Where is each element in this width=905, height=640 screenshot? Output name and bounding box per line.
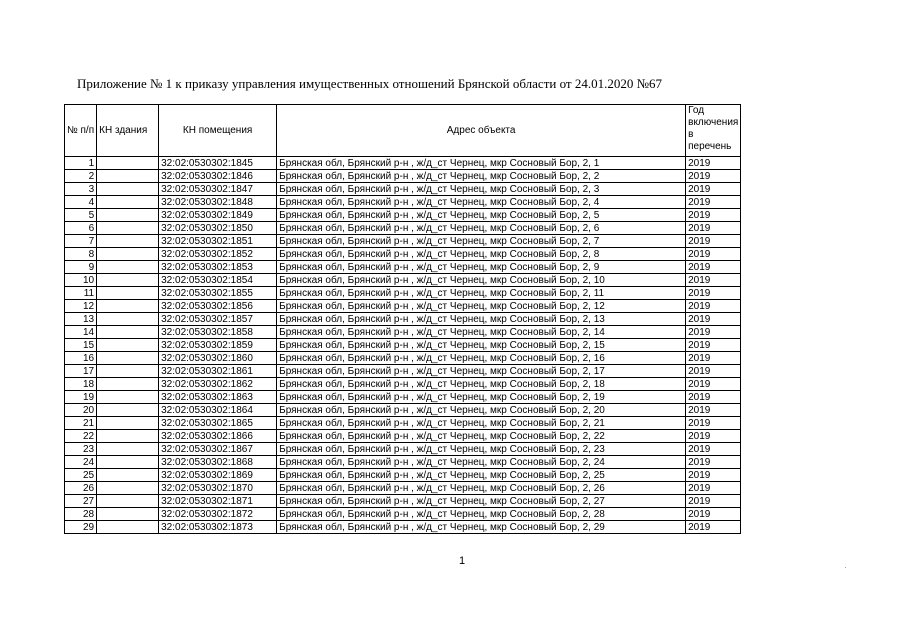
cell-num: 6 <box>65 222 97 235</box>
cell-kn-room: 32:02:0530302:1871 <box>159 495 277 508</box>
cell-kn-building <box>97 274 159 287</box>
cell-kn-room: 32:02:0530302:1848 <box>159 196 277 209</box>
cell-kn-building <box>97 508 159 521</box>
table-row <box>65 274 741 287</box>
table-row <box>65 469 741 482</box>
cell-kn-building <box>97 521 159 534</box>
header-kn-room: КН помещения <box>159 105 277 157</box>
cell-address: Брянская обл, Брянский р-н , ж/д_ст Чернец, мкр Сосновый Бор, 2, 21 <box>277 417 686 430</box>
cell-year: 2019 <box>686 287 741 300</box>
cell-num: 22 <box>65 430 97 443</box>
cell-num: 20 <box>65 404 97 417</box>
table-row <box>65 404 741 417</box>
cell-num: 23 <box>65 443 97 456</box>
cell-kn-building <box>97 443 159 456</box>
table-row <box>65 261 741 274</box>
scan-speck <box>845 567 846 568</box>
table-row <box>65 183 741 196</box>
cell-num: 17 <box>65 365 97 378</box>
cell-year: 2019 <box>686 521 741 534</box>
cell-kn-room: 32:02:0530302:1862 <box>159 378 277 391</box>
table-row <box>65 521 741 534</box>
cell-address: Брянская обл, Брянский р-н , ж/д_ст Чернец, мкр Сосновый Бор, 2, 6 <box>277 222 686 235</box>
table-row <box>65 235 741 248</box>
cell-address: Брянская обл, Брянский р-н , ж/д_ст Чернец, мкр Сосновый Бор, 2, 4 <box>277 196 686 209</box>
cell-num: 12 <box>65 300 97 313</box>
cell-kn-building <box>97 183 159 196</box>
cell-kn-building <box>97 235 159 248</box>
table-row <box>65 365 741 378</box>
cell-kn-room: 32:02:0530302:1870 <box>159 482 277 495</box>
header-kn-building: КН здания <box>97 105 159 157</box>
cell-kn-room: 32:02:0530302:1854 <box>159 274 277 287</box>
cell-year: 2019 <box>686 456 741 469</box>
cell-year: 2019 <box>686 196 741 209</box>
cell-year: 2019 <box>686 170 741 183</box>
table-row <box>65 209 741 222</box>
cell-kn-room: 32:02:0530302:1858 <box>159 326 277 339</box>
cell-num: 26 <box>65 482 97 495</box>
cell-kn-room: 32:02:0530302:1867 <box>159 443 277 456</box>
cell-kn-building <box>97 287 159 300</box>
cell-kn-building <box>97 456 159 469</box>
cell-kn-building <box>97 313 159 326</box>
cell-year: 2019 <box>686 404 741 417</box>
cell-num: 16 <box>65 352 97 365</box>
cell-num: 29 <box>65 521 97 534</box>
cell-kn-building <box>97 430 159 443</box>
cell-address: Брянская обл, Брянский р-н , ж/д_ст Чернец, мкр Сосновый Бор, 2, 1 <box>277 157 686 170</box>
table-row <box>65 456 741 469</box>
cell-num: 11 <box>65 287 97 300</box>
table-row <box>65 352 741 365</box>
cell-num: 15 <box>65 339 97 352</box>
cell-year: 2019 <box>686 235 741 248</box>
cell-num: 28 <box>65 508 97 521</box>
cell-num: 9 <box>65 261 97 274</box>
cell-address: Брянская обл, Брянский р-н , ж/д_ст Чернец, мкр Сосновый Бор, 2, 3 <box>277 183 686 196</box>
cell-address: Брянская обл, Брянский р-н , ж/д_ст Чернец, мкр Сосновый Бор, 2, 25 <box>277 469 686 482</box>
table-row <box>65 196 741 209</box>
cell-address: Брянская обл, Брянский р-н , ж/д_ст Чернец, мкр Сосновый Бор, 2, 16 <box>277 352 686 365</box>
table-row <box>65 508 741 521</box>
cell-address: Брянская обл, Брянский р-н , ж/д_ст Чернец, мкр Сосновый Бор, 2, 19 <box>277 391 686 404</box>
table-row <box>65 287 741 300</box>
cell-kn-room: 32:02:0530302:1846 <box>159 170 277 183</box>
cell-kn-room: 32:02:0530302:1847 <box>159 183 277 196</box>
cell-kn-room: 32:02:0530302:1850 <box>159 222 277 235</box>
cell-num: 2 <box>65 170 97 183</box>
cell-address: Брянская обл, Брянский р-н , ж/д_ст Чернец, мкр Сосновый Бор, 2, 9 <box>277 261 686 274</box>
cell-num: 13 <box>65 313 97 326</box>
cell-year: 2019 <box>686 222 741 235</box>
cell-kn-building <box>97 170 159 183</box>
cell-kn-building <box>97 365 159 378</box>
cell-num: 7 <box>65 235 97 248</box>
cell-num: 4 <box>65 196 97 209</box>
cell-kn-room: 32:02:0530302:1863 <box>159 391 277 404</box>
cell-num: 5 <box>65 209 97 222</box>
cell-address: Брянская обл, Брянский р-н , ж/д_ст Чернец, мкр Сосновый Бор, 2, 5 <box>277 209 686 222</box>
cell-kn-room: 32:02:0530302:1851 <box>159 235 277 248</box>
cell-address: Брянская обл, Брянский р-н , ж/д_ст Чернец, мкр Сосновый Бор, 2, 17 <box>277 365 686 378</box>
table-row <box>65 313 741 326</box>
cell-address: Брянская обл, Брянский р-н , ж/д_ст Чернец, мкр Сосновый Бор, 2, 10 <box>277 274 686 287</box>
cell-kn-room: 32:02:0530302:1845 <box>159 157 277 170</box>
cell-kn-room: 32:02:0530302:1849 <box>159 209 277 222</box>
cell-year: 2019 <box>686 183 741 196</box>
cell-kn-room: 32:02:0530302:1873 <box>159 521 277 534</box>
cell-kn-building <box>97 482 159 495</box>
cell-kn-room: 32:02:0530302:1868 <box>159 456 277 469</box>
table-body <box>65 157 741 534</box>
cell-num: 27 <box>65 495 97 508</box>
cell-year: 2019 <box>686 352 741 365</box>
cell-kn-building <box>97 248 159 261</box>
cell-address: Брянская обл, Брянский р-н , ж/д_ст Чернец, мкр Сосновый Бор, 2, 22 <box>277 430 686 443</box>
cell-address: Брянская обл, Брянский р-н , ж/д_ст Чернец, мкр Сосновый Бор, 2, 18 <box>277 378 686 391</box>
cell-year: 2019 <box>686 248 741 261</box>
cell-num: 10 <box>65 274 97 287</box>
table-row <box>65 170 741 183</box>
cell-address: Брянская обл, Брянский р-н , ж/д_ст Чернец, мкр Сосновый Бор, 2, 13 <box>277 313 686 326</box>
cell-num: 24 <box>65 456 97 469</box>
cell-kn-building <box>97 378 159 391</box>
cell-kn-room: 32:02:0530302:1856 <box>159 300 277 313</box>
cell-year: 2019 <box>686 261 741 274</box>
cell-kn-building <box>97 300 159 313</box>
table-row <box>65 248 741 261</box>
header-year: Год включения в перечень <box>686 105 741 157</box>
table-row <box>65 443 741 456</box>
cell-kn-building <box>97 404 159 417</box>
cell-address: Брянская обл, Брянский р-н , ж/д_ст Чернец, мкр Сосновый Бор, 2, 12 <box>277 300 686 313</box>
cell-num: 18 <box>65 378 97 391</box>
table-row <box>65 339 741 352</box>
cell-year: 2019 <box>686 495 741 508</box>
cell-kn-room: 32:02:0530302:1855 <box>159 287 277 300</box>
cell-year: 2019 <box>686 391 741 404</box>
table-row <box>65 482 741 495</box>
cell-kn-building <box>97 391 159 404</box>
cell-num: 14 <box>65 326 97 339</box>
cell-address: Брянская обл, Брянский р-н , ж/д_ст Чернец, мкр Сосновый Бор, 2, 8 <box>277 248 686 261</box>
cell-kn-building <box>97 196 159 209</box>
cell-kn-building <box>97 339 159 352</box>
cell-kn-room: 32:02:0530302:1866 <box>159 430 277 443</box>
cell-address: Брянская обл, Брянский р-н , ж/д_ст Чернец, мкр Сосновый Бор, 2, 24 <box>277 456 686 469</box>
cell-year: 2019 <box>686 417 741 430</box>
cell-address: Брянская обл, Брянский р-н , ж/д_ст Чернец, мкр Сосновый Бор, 2, 28 <box>277 508 686 521</box>
cell-kn-building <box>97 469 159 482</box>
cell-year: 2019 <box>686 274 741 287</box>
cell-kn-building <box>97 222 159 235</box>
table-row <box>65 430 741 443</box>
cell-num: 19 <box>65 391 97 404</box>
cell-kn-room: 32:02:0530302:1869 <box>159 469 277 482</box>
cell-year: 2019 <box>686 313 741 326</box>
cell-num: 25 <box>65 469 97 482</box>
cell-kn-room: 32:02:0530302:1861 <box>159 365 277 378</box>
cell-year: 2019 <box>686 326 741 339</box>
cell-kn-building <box>97 209 159 222</box>
document-title: Приложение № 1 к приказу управления имущественных отношений Брянской области от 24.01.2020 №67 <box>77 76 662 91</box>
cell-kn-room: 32:02:0530302:1864 <box>159 404 277 417</box>
cell-kn-building <box>97 157 159 170</box>
cell-kn-room: 32:02:0530302:1865 <box>159 417 277 430</box>
cell-year: 2019 <box>686 508 741 521</box>
cell-num: 3 <box>65 183 97 196</box>
cell-address: Брянская обл, Брянский р-н , ж/д_ст Чернец, мкр Сосновый Бор, 2, 26 <box>277 482 686 495</box>
cell-kn-room: 32:02:0530302:1860 <box>159 352 277 365</box>
objects-table <box>64 104 741 534</box>
table-row <box>65 222 741 235</box>
cell-address: Брянская обл, Брянский р-н , ж/д_ст Чернец, мкр Сосновый Бор, 2, 11 <box>277 287 686 300</box>
cell-year: 2019 <box>686 430 741 443</box>
cell-year: 2019 <box>686 365 741 378</box>
cell-num: 21 <box>65 417 97 430</box>
cell-kn-room: 32:02:0530302:1852 <box>159 248 277 261</box>
cell-address: Брянская обл, Брянский р-н , ж/д_ст Чернец, мкр Сосновый Бор, 2, 15 <box>277 339 686 352</box>
cell-kn-building <box>97 261 159 274</box>
table-row <box>65 417 741 430</box>
table-row <box>65 300 741 313</box>
table-row <box>65 378 741 391</box>
cell-year: 2019 <box>686 157 741 170</box>
cell-address: Брянская обл, Брянский р-н , ж/д_ст Чернец, мкр Сосновый Бор, 2, 27 <box>277 495 686 508</box>
cell-kn-building <box>97 417 159 430</box>
page-number: 1 <box>459 555 466 567</box>
cell-address: Брянская обл, Брянский р-н , ж/д_ст Чернец, мкр Сосновый Бор, 2, 20 <box>277 404 686 417</box>
table-header-row <box>65 105 741 157</box>
cell-kn-building <box>97 352 159 365</box>
header-num: № п/п <box>65 105 97 157</box>
cell-address: Брянская обл, Брянский р-н , ж/д_ст Чернец, мкр Сосновый Бор, 2, 23 <box>277 443 686 456</box>
cell-address: Брянская обл, Брянский р-н , ж/д_ст Чернец, мкр Сосновый Бор, 2, 29 <box>277 521 686 534</box>
cell-kn-room: 32:02:0530302:1853 <box>159 261 277 274</box>
cell-year: 2019 <box>686 482 741 495</box>
table-row <box>65 326 741 339</box>
cell-address: Брянская обл, Брянский р-н , ж/д_ст Чернец, мкр Сосновый Бор, 2, 7 <box>277 235 686 248</box>
cell-num: 8 <box>65 248 97 261</box>
cell-num: 1 <box>65 157 97 170</box>
cell-year: 2019 <box>686 443 741 456</box>
cell-year: 2019 <box>686 209 741 222</box>
cell-year: 2019 <box>686 300 741 313</box>
table-row <box>65 495 741 508</box>
table-row <box>65 157 741 170</box>
cell-kn-building <box>97 495 159 508</box>
cell-year: 2019 <box>686 469 741 482</box>
cell-kn-room: 32:02:0530302:1857 <box>159 313 277 326</box>
cell-kn-room: 32:02:0530302:1859 <box>159 339 277 352</box>
cell-kn-room: 32:02:0530302:1872 <box>159 508 277 521</box>
cell-kn-building <box>97 326 159 339</box>
header-address: Адрес объекта <box>277 105 686 157</box>
table-row <box>65 391 741 404</box>
cell-year: 2019 <box>686 339 741 352</box>
cell-year: 2019 <box>686 378 741 391</box>
cell-address: Брянская обл, Брянский р-н , ж/д_ст Чернец, мкр Сосновый Бор, 2, 14 <box>277 326 686 339</box>
cell-address: Брянская обл, Брянский р-н , ж/д_ст Чернец, мкр Сосновый Бор, 2, 2 <box>277 170 686 183</box>
